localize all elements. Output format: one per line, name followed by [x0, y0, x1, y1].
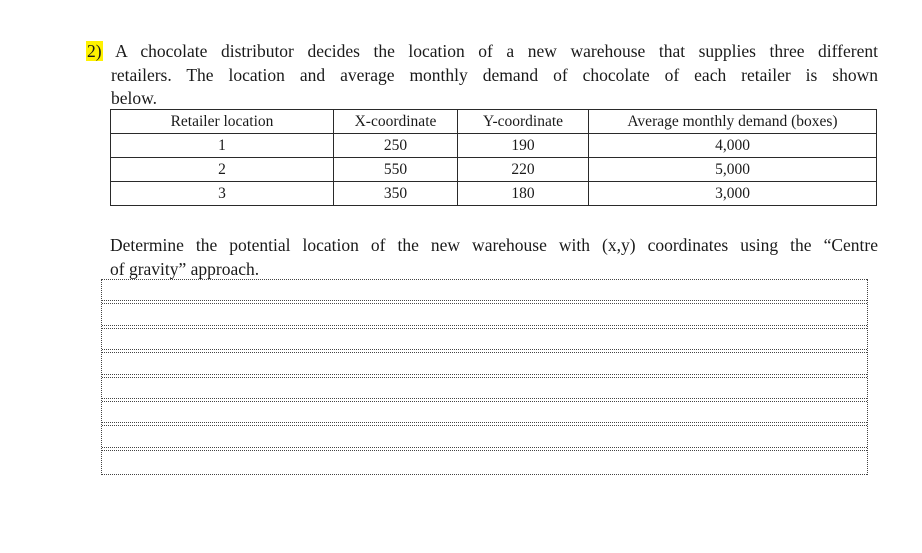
- cell-x: 250: [334, 134, 458, 158]
- question-line-3: below.: [111, 88, 158, 108]
- table-row: [111, 158, 877, 182]
- cell-x: 550: [334, 158, 458, 182]
- answer-line: [102, 279, 867, 280]
- table-row: [111, 134, 877, 158]
- answer-line: [102, 450, 867, 451]
- answer-line-inner: [102, 422, 867, 423]
- answer-line-inner: [102, 447, 867, 448]
- header-x-coordinate: X-coordinate: [334, 110, 458, 134]
- instruction-block: [110, 233, 878, 281]
- answer-line: [102, 474, 867, 475]
- answer-line: [102, 377, 867, 378]
- answer-line-inner: [102, 398, 867, 399]
- answer-line: [102, 303, 867, 304]
- answer-line-inner: [102, 325, 867, 326]
- question-text-1: A chocolate distributor decides the location of a new warehouse that supplies three different: [102, 41, 878, 61]
- answer-line-inner: [102, 349, 867, 350]
- header-retailer-location: Retailer location: [111, 110, 334, 134]
- header-average-demand: Average monthly demand (boxes): [589, 110, 877, 134]
- question-line-1: [86, 40, 878, 64]
- answer-line-inner: [102, 300, 867, 301]
- cell-y: 190: [458, 134, 589, 158]
- instruction-line-1: Determine the potential location of the new warehouse with (x,y) coordinates using the “Centre: [110, 235, 878, 255]
- retailer-table: [110, 109, 877, 206]
- cell-x: 350: [334, 182, 458, 206]
- cell-y: 180: [458, 182, 589, 206]
- answer-area[interactable]: [101, 279, 868, 475]
- cell-demand: 5,000: [589, 158, 877, 182]
- cell-y: 220: [458, 158, 589, 182]
- answer-line-inner: [102, 374, 867, 375]
- table-row: [111, 182, 877, 206]
- cell-retailer: 2: [111, 158, 334, 182]
- answer-line: [102, 352, 867, 353]
- header-y-coordinate: Y-coordinate: [458, 110, 589, 134]
- question-block: [86, 40, 878, 111]
- cell-retailer: 1: [111, 134, 334, 158]
- cell-demand: 4,000: [589, 134, 877, 158]
- answer-line: [102, 328, 867, 329]
- instruction-line-2: of gravity” approach.: [110, 259, 260, 279]
- question-number: 2): [87, 41, 102, 61]
- question-line-2: retailers. The location and average monthly demand of chocolate of each retailer is shown: [111, 64, 878, 85]
- answer-line: [102, 425, 867, 426]
- answer-line: [102, 401, 867, 402]
- cell-demand: 3,000: [589, 182, 877, 206]
- cell-retailer: 3: [111, 182, 334, 206]
- table-header-row: [111, 110, 877, 134]
